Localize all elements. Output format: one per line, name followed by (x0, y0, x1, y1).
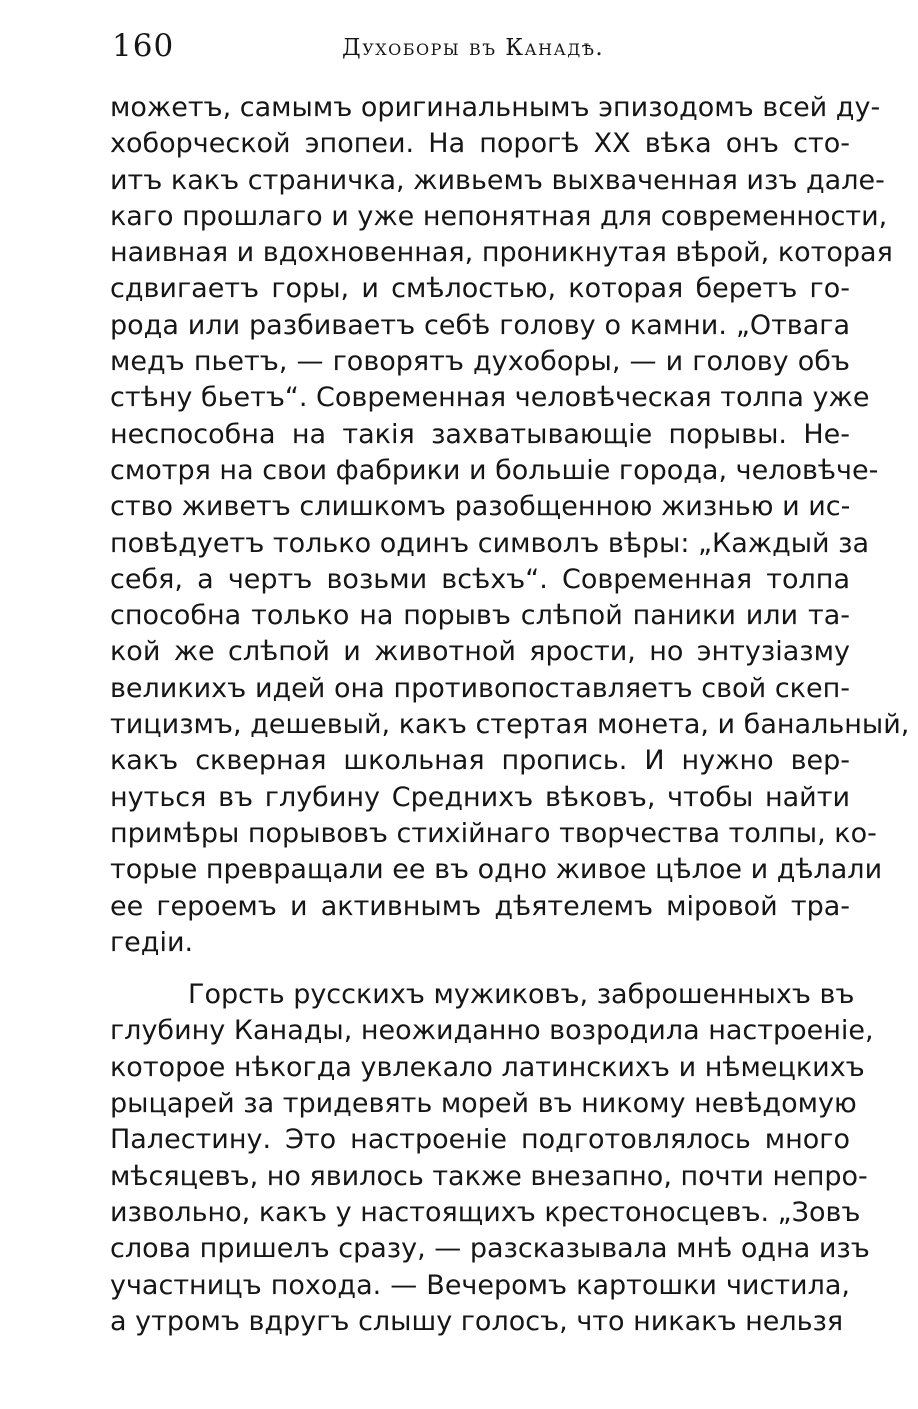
text-line: нуться въ глубину Среднихъ вѣковъ, чтобы найти (110, 781, 850, 813)
text-line: торые превращали ее въ одно живое цѣлое и дѣлали (110, 854, 883, 886)
text-line: Палестину. Это настроеніе подготовлялось много (110, 1124, 850, 1156)
text-line: рыцарей за тридевять морей въ никому невѣдомую (110, 1088, 857, 1120)
page-number: 160 (112, 28, 175, 64)
paragraph (110, 90, 910, 961)
text-line: смотря на свои фабрики и большіе города, человѣче- (110, 454, 879, 486)
text-line: можетъ, самымъ оригинальнымъ эпизодомъ всей ду- (110, 92, 881, 123)
paragraph-gap (110, 961, 850, 977)
text-line: наивная и вдохновенная, проникнутая вѣрой, которая (110, 237, 893, 269)
page-header (112, 26, 847, 66)
text-line: слова пришелъ сразу, — разсказывала мнѣ одна изъ (110, 1233, 870, 1265)
text-line: мѣсяцевъ, но явилось также внезапно, почти непро- (110, 1160, 868, 1192)
text-line: глубину Канады, неожиданно возродила настроеніе, (110, 1015, 874, 1047)
running-title: Духоборы въ Канадѣ. (342, 35, 605, 61)
text-line: ство живетъ слишкомъ разобщенною жизнью и ис- (110, 491, 851, 523)
text-line: медъ пьетъ, — говорятъ духоборы, — и голову объ (110, 346, 850, 378)
text-line: гедіи. (110, 926, 194, 958)
text-line: участницъ похода. — Вечеромъ картошки чистила, (110, 1269, 850, 1301)
text-line: извольно, какъ у настоящихъ крестоносцевъ. „Зовъ (110, 1196, 861, 1228)
text-line: ее героемъ и активнымъ дѣятелемъ міровой тра- (110, 890, 850, 922)
text-line: стѣну бьетъ“. Современная человѣческая толпа уже (110, 382, 870, 414)
text-line: сдвигаетъ горы, и смѣлостью, которая беретъ го- (110, 273, 850, 305)
text-line: а утромъ вдругъ слышу голосъ, что никакъ нельзя (110, 1305, 844, 1337)
text-line: великихъ идей она противопоставляетъ свой скеп- (110, 672, 850, 704)
text-line: которое нѣкогда увлекало латинскихъ и нѣмецкихъ (110, 1051, 865, 1083)
body-text (110, 90, 910, 1340)
text-line: итъ какъ страничка, живьемъ выхваченная изъ дале- (110, 164, 885, 196)
text-line: рода или разбиваетъ себѣ голову о камни. „Отвага (110, 309, 850, 341)
text-line: неспособна на такія захватывающіе порывы. Не- (110, 418, 850, 450)
text-line: какъ скверная школьная пропись. И нужно вер- (110, 745, 850, 777)
paragraph (110, 977, 874, 1340)
text-line: тицизмъ, дешевый, какъ стертая монета, и банальный, (110, 709, 910, 741)
text-line: способна только на порывъ слѣпой паники или та- (110, 600, 850, 632)
text-line: каго прошлаго и уже непонятная для современности, (110, 200, 888, 232)
text-line: примѣры порывовъ стихійнаго творчества толпы, ко- (110, 817, 877, 849)
text-line: Горсть русскихъ мужиковъ, заброшенныхъ въ (188, 979, 855, 1011)
text-line: себя, а чертъ возьми всѣхъ“. Современная толпа (110, 563, 850, 595)
text-line: повѣдуетъ только одинъ символъ вѣры: „Каждый за (110, 527, 870, 559)
text-line: хоборческой эпопеи. На порогѣ XX вѣка онъ сто- (110, 128, 850, 160)
text-line: кой же слѣпой и животной ярости, но энтузіазму (110, 636, 850, 668)
